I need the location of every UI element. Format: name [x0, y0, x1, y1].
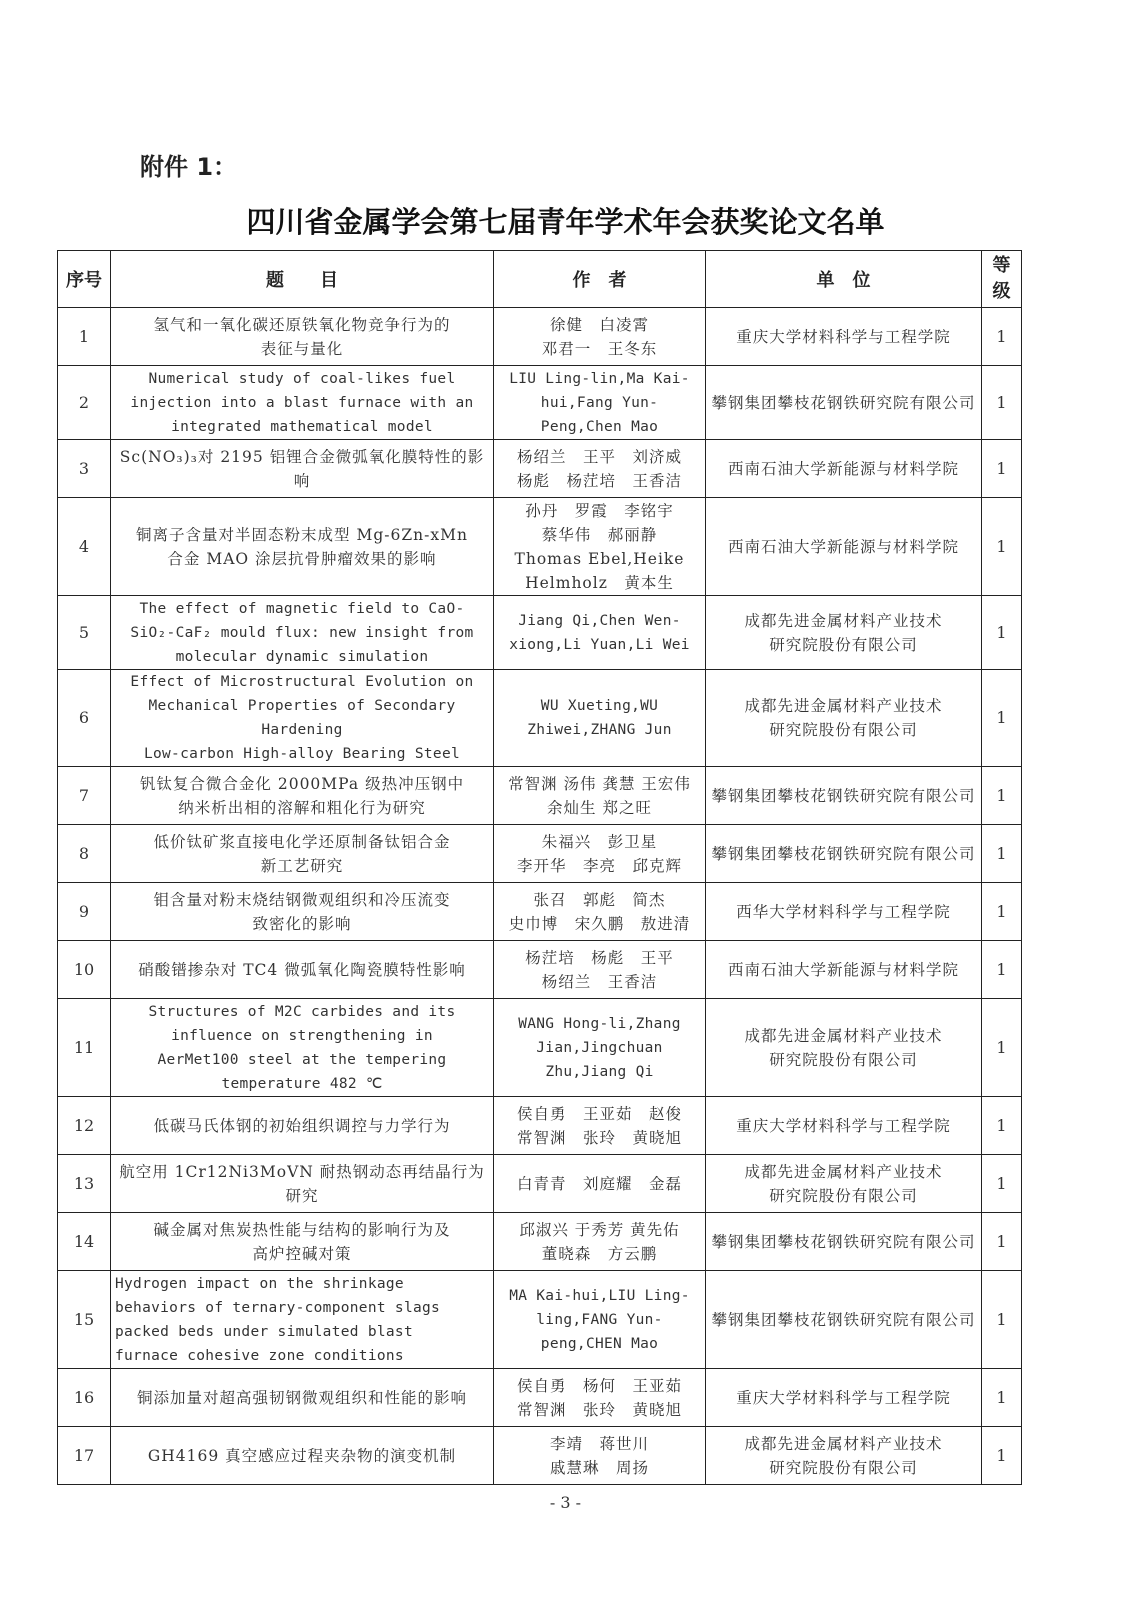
author-line: Thomas Ebel,Heike [514, 549, 685, 568]
row-number: 5 [58, 596, 111, 670]
table-body [58, 308, 1022, 1485]
row-number: 1 [58, 308, 111, 366]
paper-title-line: AerMet100 steel at the tempering [157, 1051, 447, 1068]
affiliation [706, 1155, 982, 1213]
author-line: 李靖 蒋世川 [549, 1434, 649, 1453]
affiliation-line: 研究院股份有限公司 [769, 721, 918, 739]
table-row [58, 366, 1022, 440]
affiliation-line: 重庆大学材料科学与工程学院 [736, 1388, 951, 1407]
paper-title-line: 氢气和一氧化碳还原铁氧化物竞争行为的 [153, 315, 451, 334]
paper-title-line: 高炉控碱对策 [252, 1244, 352, 1263]
paper-title [111, 440, 494, 498]
affiliation [706, 883, 982, 941]
paper-authors [494, 941, 706, 999]
paper-authors [494, 767, 706, 825]
paper-authors [494, 498, 706, 596]
affiliation-line: 成都先进金属材料产业技术 [744, 1162, 943, 1181]
table-row [58, 1213, 1022, 1271]
paper-title-line: 纳米析出相的溶解和粗化行为研究 [178, 798, 426, 817]
author-line: 常智渊 张玲 黄晓旭 [516, 1128, 682, 1147]
paper-title [111, 1155, 494, 1213]
author-line: 侯自勇 王亚茹 赵俊 [516, 1104, 682, 1123]
affiliation [706, 308, 982, 366]
page-number: - 3 - [549, 1493, 582, 1512]
affiliation [706, 1213, 982, 1271]
table-row [58, 498, 1022, 596]
author-line: 戚慧琳 周扬 [549, 1458, 649, 1477]
paper-authors [494, 308, 706, 366]
paper-title-line: 低价钛矿浆直接电化学还原制备钛铝合金 [153, 832, 451, 851]
author-line: Zhu,Jiang Qi [545, 1063, 654, 1080]
award-grade: 1 [982, 1213, 1022, 1271]
paper-title-line: influence on strengthening in [171, 1027, 433, 1044]
paper-title-line: behaviors of ternary-component slags [115, 1299, 441, 1316]
paper-title [111, 1213, 494, 1271]
paper-title-line: Effect of Microstructural Evolution on [130, 674, 474, 690]
table-row [58, 825, 1022, 883]
affiliation [706, 825, 982, 883]
row-number: 13 [58, 1155, 111, 1213]
row-number: 15 [58, 1271, 111, 1369]
affiliation-line: 重庆大学材料科学与工程学院 [736, 1116, 951, 1135]
affiliation [706, 366, 982, 440]
paper-title [111, 366, 494, 440]
paper-authors [494, 883, 706, 941]
paper-title-line: 碱金属对焦炭热性能与结构的影响行为及 [153, 1220, 451, 1239]
affiliation-line: 研究院股份有限公司 [769, 1050, 918, 1069]
header-no: 序号 [58, 251, 111, 308]
author-line: Helmholz 黄本生 [525, 573, 674, 592]
award-grade: 1 [982, 941, 1022, 999]
award-grade: 1 [982, 440, 1022, 498]
row-number: 14 [58, 1213, 111, 1271]
row-number: 2 [58, 366, 111, 440]
table-row [58, 941, 1022, 999]
affiliation [706, 767, 982, 825]
header-unit: 单 位 [706, 251, 982, 308]
paper-title-line: 表征与量化 [260, 339, 344, 358]
affiliation-line: 西南石油大学新能源与材料学院 [727, 960, 959, 979]
award-grade: 1 [982, 999, 1022, 1097]
paper-title-line: 铜添加量对超高强韧钢微观组织和性能的影响 [136, 1388, 467, 1407]
author-line: Peng,Chen Mao [540, 418, 659, 435]
row-number: 7 [58, 767, 111, 825]
affiliation-line: 成都先进金属材料产业技术 [744, 611, 943, 630]
row-number: 10 [58, 941, 111, 999]
table-row [58, 883, 1022, 941]
author-line: 张召 郭彪 简杰 [533, 890, 666, 909]
header-grade-line2: 级 [992, 281, 1011, 302]
author-line: 朱福兴 彭卫星 [541, 832, 658, 851]
author-line: 杨绍兰 王平 刘济威 [516, 447, 682, 466]
award-grade: 1 [982, 767, 1022, 825]
affiliation-line: 重庆大学材料科学与工程学院 [736, 327, 951, 346]
row-number: 6 [58, 670, 111, 767]
paper-authors [494, 1155, 706, 1213]
award-grade: 1 [982, 883, 1022, 941]
paper-title [111, 883, 494, 941]
table-row [58, 308, 1022, 366]
paper-authors [494, 1213, 706, 1271]
paper-title-line: 航空用 1Cr12Ni3MoVN 耐热钢动态再结晶行为研究 [119, 1162, 485, 1205]
paper-authors [494, 366, 706, 440]
award-grade: 1 [982, 596, 1022, 670]
paper-authors [494, 1271, 706, 1369]
paper-title [111, 767, 494, 825]
paper-title [111, 999, 494, 1097]
paper-title-line: temperature 482 ℃ [221, 1075, 383, 1092]
author-line: LIU Ling-lin,Ma Kai- [509, 370, 690, 387]
author-line: 杨彪 杨茳培 王香洁 [516, 471, 682, 490]
table-row [58, 767, 1022, 825]
table-row [58, 1427, 1022, 1485]
paper-title-line: 硝酸镨掺杂对 TC4 微弧氧化陶瓷膜特性影响 [138, 960, 466, 979]
author-line: 董晓森 方云鹏 [541, 1244, 658, 1263]
row-number: 12 [58, 1097, 111, 1155]
row-number: 16 [58, 1369, 111, 1427]
paper-title-line: Mechanical Properties of Secondary Hardening [148, 698, 456, 738]
paper-title-line: 钒钛复合微合金化 2000MPa 级热冲压钢中 [139, 774, 465, 793]
table-row [58, 1369, 1022, 1427]
author-line: hui,Fang Yun- [540, 394, 659, 411]
affiliation [706, 498, 982, 596]
author-line: 孙丹 罗霞 李铭宇 [525, 501, 674, 520]
paper-authors [494, 1427, 706, 1485]
row-number: 8 [58, 825, 111, 883]
paper-authors [494, 1097, 706, 1155]
affiliation [706, 1271, 982, 1369]
paper-title [111, 1369, 494, 1427]
award-grade: 1 [982, 1097, 1022, 1155]
author-line: Zhiwei,ZHANG Jun [527, 722, 672, 738]
table-row [58, 999, 1022, 1097]
affiliation-line: 西南石油大学新能源与材料学院 [727, 537, 959, 556]
author-line: 蔡华伟 郝丽静 [541, 525, 658, 544]
paper-authors [494, 596, 706, 670]
paper-title [111, 596, 494, 670]
author-line: 常智渊 汤伟 龚慧 王宏伟 [508, 774, 691, 793]
author-line: ling,FANG Yun- [536, 1311, 663, 1328]
award-grade: 1 [982, 1155, 1022, 1213]
row-number: 4 [58, 498, 111, 596]
author-line: 徐健 白凌霄 [549, 315, 649, 334]
award-grade: 1 [982, 1369, 1022, 1427]
award-grade: 1 [982, 825, 1022, 883]
paper-title-line: 合金 MAO 涂层抗骨肿瘤效果的影响 [167, 549, 437, 568]
affiliation-line: 攀钢集团攀枝花钢铁研究院有限公司 [711, 1310, 976, 1329]
affiliation [706, 1097, 982, 1155]
author-line: 李开华 李亮 邱克辉 [516, 856, 682, 875]
award-grade: 1 [982, 670, 1022, 767]
paper-title [111, 1427, 494, 1485]
paper-title-line: 新工艺研究 [260, 856, 344, 875]
author-line: MA Kai-hui,LIU Ling- [509, 1287, 690, 1304]
table-row [58, 670, 1022, 767]
document-title: 四川省金属学会第七届青年学术年会获奖论文名单 [246, 205, 885, 239]
paper-authors [494, 440, 706, 498]
author-line: 邓君一 王冬东 [541, 339, 658, 358]
affiliation-line: 研究院股份有限公司 [769, 635, 918, 654]
paper-title [111, 1097, 494, 1155]
table-row [58, 596, 1022, 670]
author-line: WANG Hong-li,Zhang [518, 1015, 681, 1032]
affiliation [706, 999, 982, 1097]
paper-title-line: Hydrogen impact on the shrinkage [115, 1275, 404, 1292]
paper-title-line: The effect of magnetic field to CaO- [139, 600, 465, 617]
paper-title-line: injection into a blast furnace with an [130, 394, 474, 411]
author-line: 白青青 刘庭耀 金磊 [516, 1174, 682, 1193]
award-grade: 1 [982, 498, 1022, 596]
paper-title-line: furnace cohesive zone conditions [115, 1347, 404, 1364]
header-grade [982, 251, 1022, 308]
author-line: 侯自勇 杨何 王亚茹 [516, 1376, 682, 1395]
affiliation-line: 攀钢集团攀枝花钢铁研究院有限公司 [711, 844, 976, 863]
row-number: 17 [58, 1427, 111, 1485]
affiliation-line: 攀钢集团攀枝花钢铁研究院有限公司 [711, 393, 976, 412]
award-grade: 1 [982, 308, 1022, 366]
affiliation-line: 攀钢集团攀枝花钢铁研究院有限公司 [711, 1232, 976, 1251]
affiliation-line: 成都先进金属材料产业技术 [744, 697, 943, 715]
award-grade: 1 [982, 1271, 1022, 1369]
paper-title-line: 低碳马氏体钢的初始组织调控与力学行为 [153, 1116, 451, 1135]
affiliation-line: 研究院股份有限公司 [769, 1186, 918, 1205]
affiliation-line: 西华大学材料科学与工程学院 [736, 902, 951, 921]
paper-title [111, 670, 494, 767]
paper-title-line: Sc(NO₃)₃对 2195 铝锂合金微弧氧化膜特性的影响 [119, 447, 485, 490]
paper-title [111, 1271, 494, 1369]
author-line: peng,CHEN Mao [540, 1335, 659, 1352]
header-grade-line1: 等 [992, 255, 1011, 276]
author-line: 邱淑兴 于秀芳 黄先佑 [519, 1220, 680, 1239]
paper-authors [494, 1369, 706, 1427]
paper-title-line: Low-carbon High-alloy Bearing Steel [143, 746, 461, 762]
paper-authors [494, 825, 706, 883]
award-grade: 1 [982, 366, 1022, 440]
row-number: 3 [58, 440, 111, 498]
paper-title [111, 308, 494, 366]
paper-title [111, 825, 494, 883]
paper-authors [494, 670, 706, 767]
author-line: 余灿生 郑之旺 [547, 798, 652, 817]
affiliation [706, 440, 982, 498]
row-number: 9 [58, 883, 111, 941]
table-row [58, 1271, 1022, 1369]
paper-title-line: integrated mathematical model [171, 418, 433, 435]
header-title: 题 目 [111, 251, 494, 308]
affiliation-line: 成都先进金属材料产业技术 [744, 1026, 943, 1045]
paper-title-line: molecular dynamic simulation [175, 648, 429, 665]
author-line: xiong,Li Yuan,Li Wei [509, 636, 690, 653]
affiliation [706, 670, 982, 767]
affiliation-line: 研究院股份有限公司 [769, 1458, 918, 1477]
table-row [58, 1155, 1022, 1213]
table-row [58, 440, 1022, 498]
paper-title-line: Numerical study of coal-likes fuel [148, 370, 456, 387]
author-line: Jian,Jingchuan [536, 1039, 663, 1056]
author-line: 杨茳培 杨彪 王平 [525, 948, 674, 967]
author-line: 史巾博 宋久鹏 敖进清 [508, 914, 691, 933]
paper-title [111, 498, 494, 596]
paper-title-line: SiO₂-CaF₂ mould flux: new insight from [130, 624, 474, 641]
paper-title-line: GH4169 真空感应过程夹杂物的演变机制 [147, 1446, 457, 1465]
header-authors: 作 者 [494, 251, 706, 308]
author-line: 杨绍兰 王香洁 [541, 972, 658, 991]
affiliation-line: 成都先进金属材料产业技术 [744, 1434, 943, 1453]
affiliation [706, 941, 982, 999]
paper-authors [494, 999, 706, 1097]
paper-title-line: Structures of M2C carbides and its [148, 1003, 456, 1020]
award-grade: 1 [982, 1427, 1022, 1485]
attachment-label: 附件 1： [140, 153, 238, 181]
affiliation-line: 攀钢集团攀枝花钢铁研究院有限公司 [711, 786, 976, 805]
affiliation [706, 1427, 982, 1485]
paper-title [111, 941, 494, 999]
award-table [57, 250, 1022, 1485]
paper-title-line: packed beds under simulated blast [115, 1323, 413, 1340]
affiliation-line: 西南石油大学新能源与材料学院 [727, 459, 959, 478]
table-row [58, 1097, 1022, 1155]
author-line: Jiang Qi,Chen Wen- [518, 612, 681, 629]
row-number: 11 [58, 999, 111, 1097]
author-line: 常智渊 张玲 黄晓旭 [516, 1400, 682, 1419]
affiliation [706, 596, 982, 670]
author-line: WU Xueting,WU [540, 698, 659, 714]
table-header-row [58, 251, 1022, 308]
paper-title-line: 铜离子含量对半固态粉末成型 Mg-6Zn-xMn [136, 525, 468, 544]
paper-title-line: 钼含量对粉末烧结钢微观组织和冷压流变 [153, 890, 451, 909]
paper-title-line: 致密化的影响 [252, 914, 352, 933]
affiliation [706, 1369, 982, 1427]
